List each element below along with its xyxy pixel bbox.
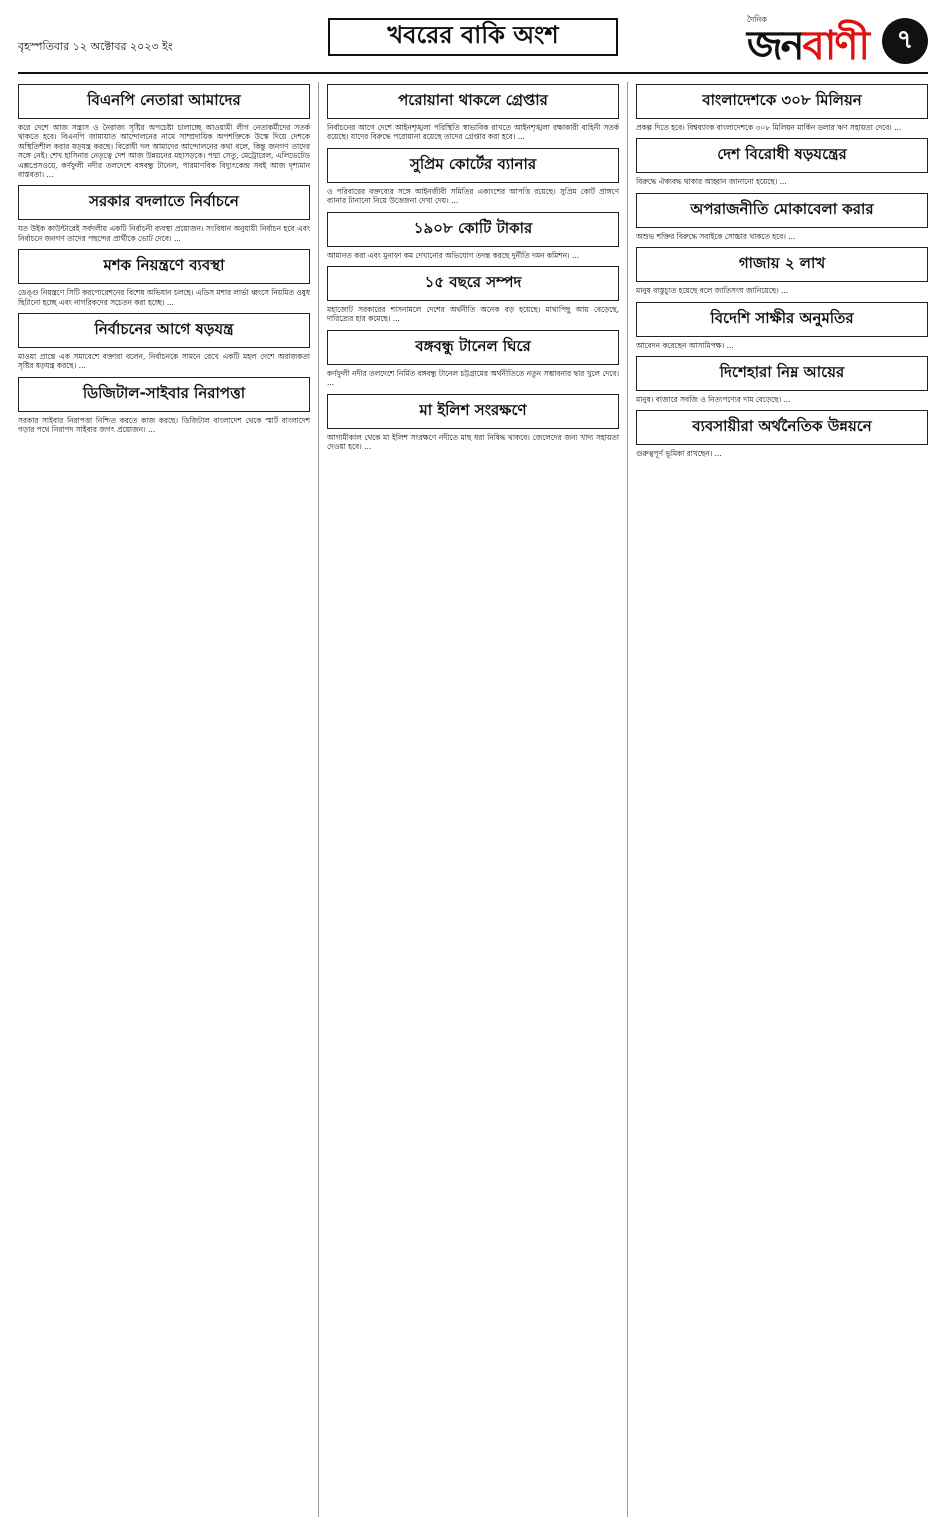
article [636,356,928,404]
newspaper-logo [746,15,868,69]
article-headline: ১৯০৮ কোটি টাকার [327,212,619,247]
article-headline: দেশ বিরোধী ষড়যন্ত্রের [636,138,928,173]
article-headline: ডিজিটাল-সাইবার নিরাপত্তা [18,377,310,412]
article-body: কর্ণফুলী নদীর তলদেশে নির্মিত বঙ্গবন্ধু টানেল চট্টগ্রামের অর্থনীতিতে নতুন সম্ভাবনার দ্বার খুলে দেবে। ... [327,368,622,388]
article-headline: অপরাজনীতি মোকাবেলা করার [636,193,928,228]
article [636,84,928,132]
article-headline: বঙ্গবন্ধু টানেল ঘিরে [327,330,619,365]
article [327,84,622,142]
article [327,266,622,324]
masthead [18,15,928,76]
article-body: আগামীকাল থেকে মা ইলিশ সংরক্ষণে নদীতে মাছ ধরা নিষিদ্ধ থাকবে। জেলেদের জন্য খাদ্য সহায়তা দেওয়া হবে। ... [327,432,622,452]
article-body: অশুভ শক্তির বিরুদ্ধে সবাইকে সোচ্চার থাকতে হবে। ... [636,231,796,241]
article-body: আবেদন করেছেন আসামিপক্ষ। ... [636,340,734,350]
article-headline: পরোয়ানা থাকলে গ্রেপ্তার [327,84,619,119]
article-body: মানুষ। বাজারে সবজি ও নিত্যপণ্যের দাম বেড়েছে। ... [636,395,791,405]
article-body: বিরুদ্ধে ঐক্যবদ্ধ থাকার আহ্বান জানানো হয়েছে। ... [636,177,787,187]
column-3 [636,82,928,1517]
section-title: খবরের বাকি অংশ [328,18,618,56]
article-headline: মশক নিয়ন্ত্রণে ব্যবস্থা [18,249,310,284]
article [327,394,622,452]
article-headline: দিশেহারা নিম্ন আয়ের [636,356,928,391]
column-divider [627,82,628,1517]
article-headline: সুপ্রিম কোর্টের ব্যানার [327,148,619,183]
article [636,193,928,241]
article-body: মাওয়া প্রান্তে এক সমাবেশে বক্তারা বলেন, নির্বাচনকে সামনে রেখে একটি মহল দেশে অরাজকতা সৃষ্টির ষড়যন্ত্র করছে। ... [18,352,313,371]
article [18,377,313,435]
article-body: নির্বাচনের আগে দেশে আইনশৃঙ্খলা পরিস্থিতি স্বাভাবিক রাখতে আইনশৃঙ্খলা রক্ষাকারী বাহিনী সতর্ক রয়েছে। যাদের বিরুদ্ধে পরোয়ানা রয়েছে তাদের গ্রেপ্তার করা হবে। ... [327,123,622,142]
article-headline: বিদেশি সাক্ষীর অনুমতির [636,302,928,337]
logo-tagline: দৈনিক [746,15,767,24]
page-number: ৭ [882,18,928,64]
article [18,84,313,180]
article [18,249,313,307]
article [636,247,928,295]
article-body: মানুষ বাস্তুচ্যুত হয়েছে বলে জাতিসংঘ জানিয়েছে। ... [636,286,789,296]
column-2 [327,82,622,1517]
article-body: প্রকল্প দিতে হবে। বিশ্বব্যাংক বাংলাদেশকে ৩০৮ মিলিয়ন মার্কিন ডলার ঋণ সহায়তা দেবে। ... [636,123,902,132]
article [636,138,928,186]
article-body: গুরুত্বপূর্ণ ভূমিকা রাখছেন। ... [636,449,722,459]
article-headline: ১৫ বছরে সম্পদ [327,266,619,301]
article [327,330,622,388]
article-body: ডেঙ্গু নিয়ন্ত্রণে সিটি করপোরেশনের বিশেষ অভিযান চলছে। এডিস মশার লার্ভা ধ্বংসে নিয়মিত ওষুধ ছিটানো হচ্ছে এবং নাগরিকদের সচেতন করা হচ্ছে। ... [18,288,313,307]
column-1 [18,82,313,1517]
article [327,212,619,260]
article [636,410,928,458]
article [18,185,313,243]
article [18,313,313,371]
article-body: সরকার সাইবার নিরাপত্তা নিশ্চিত করতে কাজ করছে। ডিজিটাল বাংলাদেশ থেকে স্মার্ট বাংলাদেশ গড়ার পথে নিরাপদ সাইবার জগৎ প্রয়োজন। ... [18,415,313,435]
article-headline: গাজায় ২ লাখ [636,247,928,282]
article-headline: ব্যবসায়ীরা অর্থনৈতিক উন্নয়নে [636,410,928,445]
article-body: ও পরিবারের বক্তব্যের সঙ্গে আইনজীবী সমিতির একাংশের আপত্তি রয়েছে। সুপ্রিম কোর্ট প্রাঙ্গণে ব্যানার টানানো নিয়ে উত্তেজনা দেখা দেয়। ... [327,186,622,206]
article-headline: বিএনপি নেতারা আমাদের [18,84,310,119]
issue-date: বৃহস্পতিবার ১২ অক্টোবর ২০২৩ ইং [18,40,173,53]
article-headline: সরকার বদলাতে নির্বাচনে [18,185,310,220]
logo-part-2: বাণী [802,23,868,69]
article-headline: মা ইলিশ সংরক্ষণে [327,394,619,429]
column-divider [318,82,319,1517]
article-body: করে দেশে আজ সন্ত্রাস ও নৈরাজ্য সৃষ্টির অপচেষ্টা চালাচ্ছে আওয়ামী লীগ নেতাকর্মীদের সতর্ক থাকতে হবে। বিএনপি জামায়াত আন্দোলনের নামে সাম্প্রদায়িক অপশক্তিকে উস্কে দিয়ে দেশকে অস্থিতিশীল করার ষড়যন্ত্র করছে। বিরোধী দল আমাদের আন্দোলনের কথা বলে, কিন্তু জনগণ তাদের সঙ্গে নেই। শেখ হাসিনার নেতৃত্বে দেশ আজ উন্নয়নের মহাসড়কে। পদ্মা সেতু, মেট্রোরেল, এলিভেটেড এক্সপ্রেসওয়ে, কর্ণফুলী নদীর তলদেশে বঙ্গবন্ধু টানেল, পারমাণবিক বিদ্যুৎকেন্দ্র সবই আজ দৃশ্যমান বাস্তবতা। ... [18,123,313,180]
article-headline: বাংলাদেশকে ৩০৮ মিলিয়ন [636,84,928,119]
article-body: আমানত করা এবং মুনাফা কম দেখানোর অভিযোগ তদন্ত করছে দুর্নীতি দমন কমিশন। ... [327,250,580,260]
article-body: যত উইক কাউন্টারেই সর্বদলীয় একটি নির্বাচনী ব্যবস্থা প্রয়োজন। সংবিধান অনুযায়ী নির্বাচন হবে এবং নির্বাচনে জনগণ তাদের পছন্দের প্রার্থীকে ভোট দেবে। ... [18,224,313,243]
logo-part-1: জন [746,23,803,69]
masthead-rule [18,72,928,74]
article [636,302,928,350]
article-headline: নির্বাচনের আগে ষড়যন্ত্র [18,313,310,348]
article-body: মহাজোট সরকারের শাসনামলে দেশের অর্থনীতি অনেক বড় হয়েছে। মাথাপিছু আয় বেড়েছে, দারিদ্র্যের হার কমেছে। ... [327,305,622,324]
article [327,148,622,206]
